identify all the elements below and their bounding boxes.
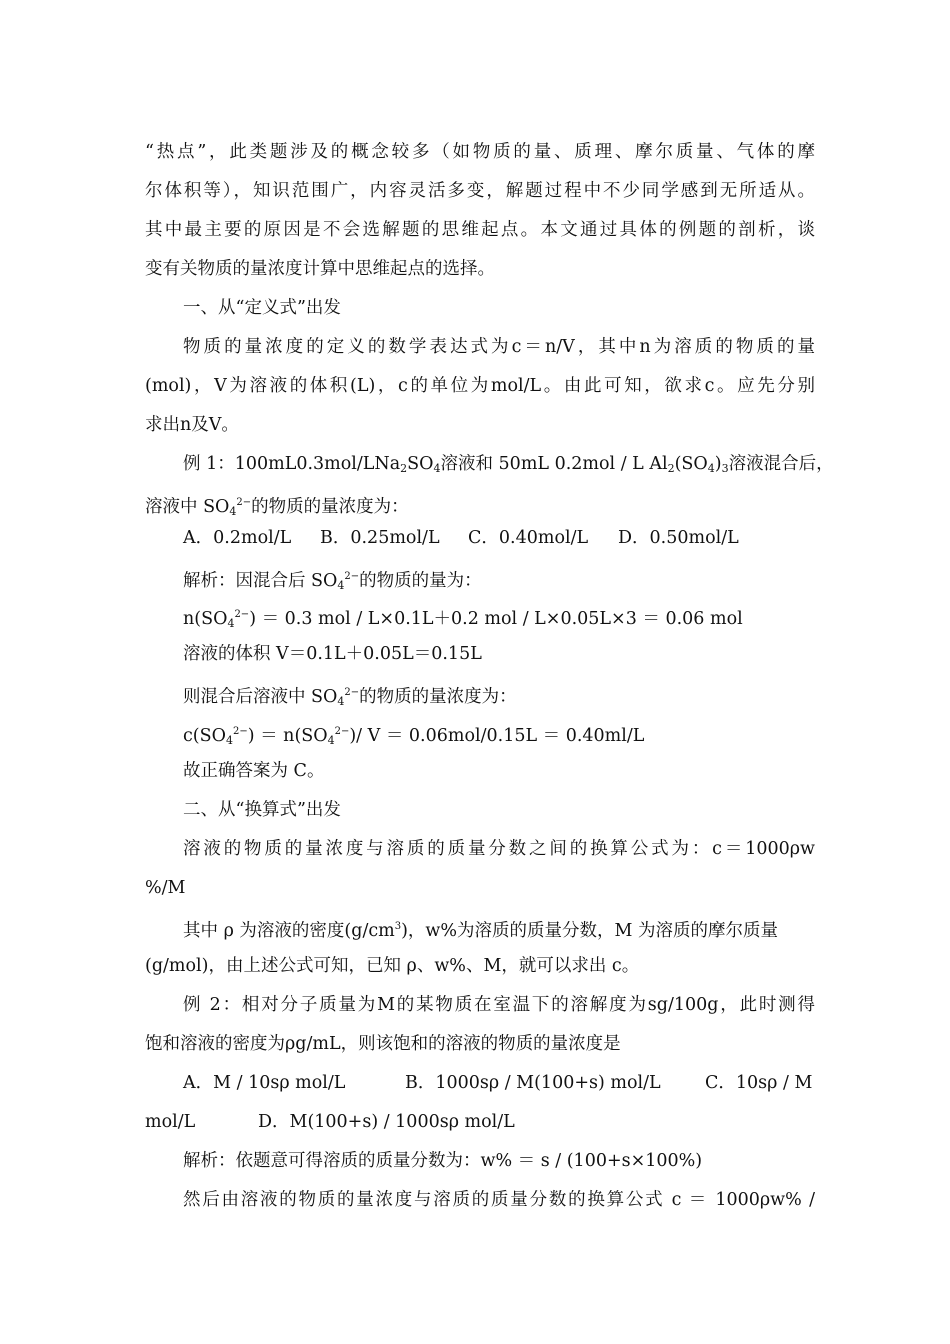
solution-1-line-4: 则混合后溶液中 $SO_4^{2-}$的物质的量浓度为： <box>183 687 517 708</box>
option-c: C．10sρ / M <box>705 1073 813 1093</box>
option-c: C．0.40mol/L <box>468 528 589 548</box>
example-2-options-line-1 <box>183 1071 815 1095</box>
option-a: A．M / 10sρ mol/L <box>183 1073 346 1093</box>
option-d: D．0.50mol/L <box>618 528 739 548</box>
example-1-line-1: 例 1：$100mL0.3mol/LNa_2SO_4$溶液和 50mL 0.2mol / L $Al_2(SO_4)_3$溶液混合后， <box>183 454 834 475</box>
solution-2-line-1: 解析：依题意可得溶质的质量分数为：w% ＝ s / (100+s×100%) <box>183 1151 703 1171</box>
example-2-options-line-2 <box>145 1110 815 1134</box>
section-2-body-line-2: %/M <box>145 878 186 898</box>
example-2-line-2: 饱和溶液的密度为ρg/mL，则该饱和的溶液的物质的量浓度是 <box>145 1034 621 1054</box>
example-1-options <box>183 526 815 550</box>
solution-1-line-2: $n(SO_4^{2-}) = 0.3$ mol / L×0.1L＋0.2 mol / L×0.05L×3 ＝ 0.06 mol <box>183 609 743 630</box>
option-b: B．1000sρ / M(100+s) mol/L <box>405 1073 661 1093</box>
section-2-body-line-1: 溶液的物质的量浓度与溶质的质量分数之间的换算公式为：c＝1000ρw <box>183 839 815 859</box>
solution-2-line-2: 然后由溶液的物质的量浓度与溶质的质量分数的换算公式 c ＝ 1000ρw% / <box>183 1190 815 1210</box>
solution-1-line-3: 溶液的体积 V＝0.1L＋0.05L＝0.15L <box>183 644 482 664</box>
section-1-title: 一、从“定义式”出发 <box>183 298 341 318</box>
option-b: B．0.25mol/L <box>320 528 440 548</box>
option-d: D．M(100+s) / 1000sρ mol/L <box>258 1112 515 1132</box>
section-1-body-line-1: 物质的量浓度的定义的数学表达式为c＝n/V，其中n为溶质的物质的量 <box>183 337 815 357</box>
section-1-body-line-2: (mol)，V为溶液的体积(L)，c的单位为mol/L。由此可知，欲求c。应先分别 <box>145 376 815 396</box>
section-1-body-line-3: 求出n及V。 <box>145 415 239 435</box>
intro-line-3: 其中最主要的原因是不会选解题的思维起点。本文通过具体的例题的剖析，谈 <box>145 220 815 240</box>
section-2-title: 二、从“换算式”出发 <box>183 800 341 820</box>
section-2-note-line-1: 其中 ρ 为溶液的密度$(g/cm^3)$，w%为溶质的质量分数，M 为溶质的摩尔质量 <box>183 921 779 941</box>
option-c-unit: mol/L <box>145 1112 196 1132</box>
solution-1-line-1: 解析：因混合后 $SO_4^{2-}$的物质的量为： <box>183 571 482 592</box>
solution-1-line-6: 故正确答案为 C。 <box>183 761 325 781</box>
intro-line-4: 变有关物质的量浓度计算中思维起点的选择。 <box>145 259 495 279</box>
example-1-line-2: 溶液中 $SO_4^{2-}$的物质的量浓度为： <box>145 497 409 518</box>
solution-1-line-5: $c(SO_4^{2-}) = n(SO_4^{2-})/$ V ＝ 0.06mol/0.15L ＝ 0.40ml/L <box>183 726 645 747</box>
example-2-line-1: 例 2：相对分子质量为M的某物质在室温下的溶解度为sg/100g，此时测得 <box>183 995 815 1015</box>
intro-line-1: “热点”，此类题涉及的概念较多（如物质的量、质理、摩尔质量、气体的摩 <box>145 142 815 162</box>
section-2-note-line-2: (g/mol)，由上述公式可知，已知 ρ、w%、M，就可以求出 c。 <box>145 956 640 976</box>
intro-line-2: 尔体积等），知识范围广，内容灵活多变，解题过程中不少同学感到无所适从。 <box>145 181 815 201</box>
option-a: A．0.2mol/L <box>183 528 292 548</box>
